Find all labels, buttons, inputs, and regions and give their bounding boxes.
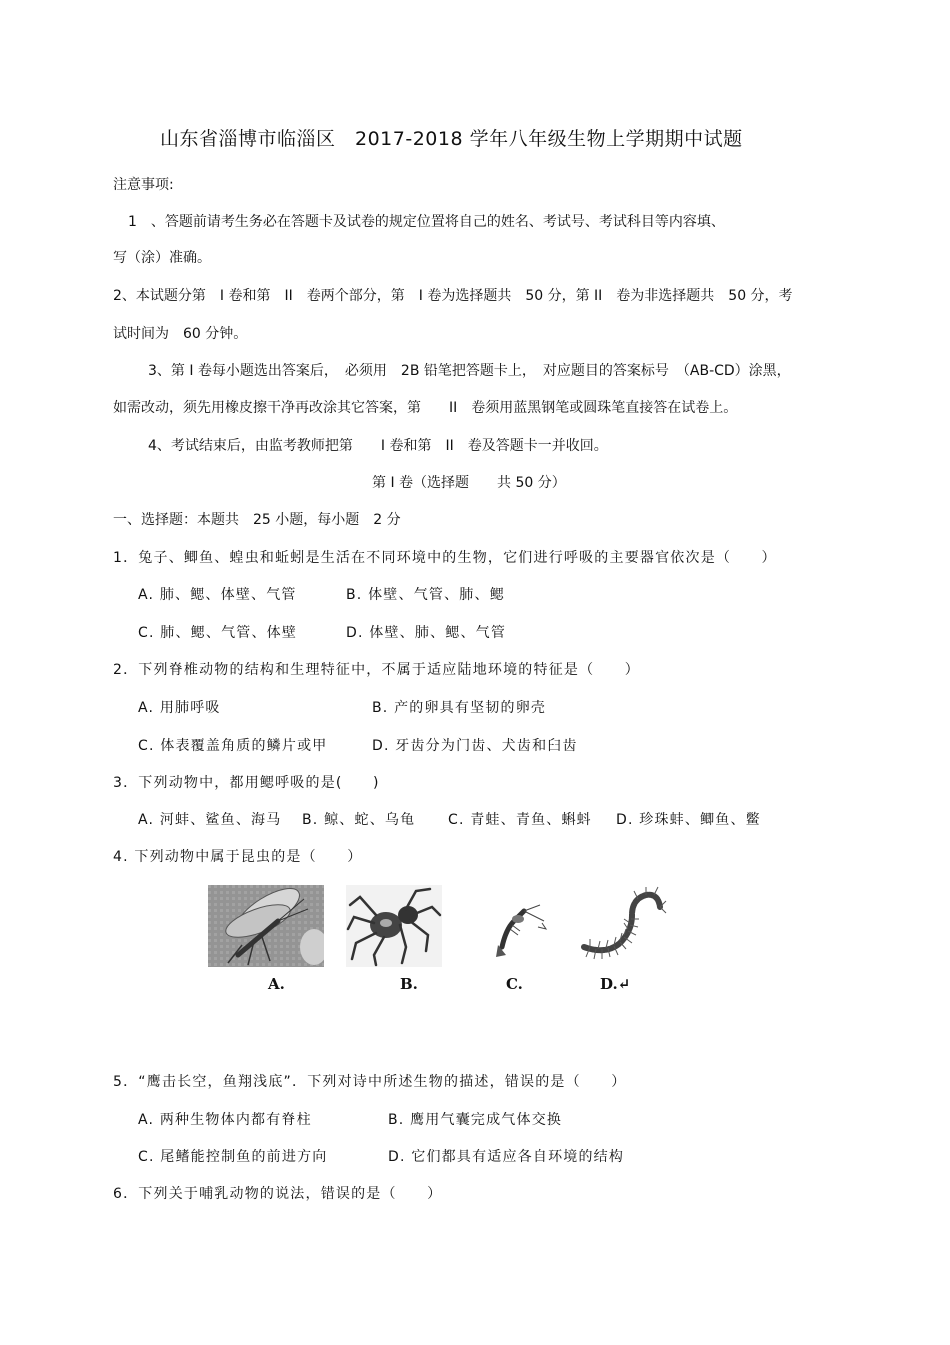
notice-item-2: 2、本试题分第 I 卷和第 II 卷两个部分，第 I 卷为选择题共 50 分，第 II 卷为非选择题共 50 分，考 bbox=[113, 288, 793, 304]
notice-item-1: 1 、答题前请考生务必在答题卡及试卷的规定位置将自己的姓名、考试号、考试科目等内容填、 bbox=[128, 214, 725, 230]
question-5-option-b: B. 鹰用气囊完成气体交换 bbox=[388, 1112, 563, 1128]
section-heading: 第 I 卷（选择题 共 50 分） bbox=[372, 475, 566, 491]
spider-figure-b bbox=[346, 885, 442, 967]
figure-label-b: B. bbox=[400, 975, 418, 993]
notice-item-3: 3、第 I 卷每小题选出答案后， 必须用 2B 铅笔把答题卡上， 对应题目的答案标号 （AB-CD）涂黑， bbox=[148, 363, 791, 379]
question-5-option-c: C. 尾鳍能控制鱼的前进方向 bbox=[138, 1149, 328, 1165]
figure-label-c: C. bbox=[506, 975, 523, 993]
question-1-stem: 1．兔子、鲫鱼、蝗虫和蚯蚓是生活在不同环境中的生物，它们进行呼吸的主要器官依次是（ ） bbox=[113, 550, 777, 566]
notice-item-2-cont: 试时间为 60 分钟。 bbox=[113, 326, 248, 342]
question-4-figures bbox=[208, 885, 668, 995]
notice-item-3-cont: 如需改动，须先用橡皮擦干净再改涂其它答案，第 II 卷须用蓝黑钢笔或圆珠笔直接答在试卷上。 bbox=[113, 400, 738, 416]
question-2-stem: 2．下列脊椎动物的结构和生理特征中，不属于适应陆地环境的特征是（ ） bbox=[113, 662, 640, 678]
question-2-option-b: B. 产的卵具有坚韧的卵壳 bbox=[372, 700, 547, 716]
page-title: 山东省淄博市临淄区 2017-2018 学年八年级生物上学期期中试题 bbox=[160, 128, 743, 150]
notice-item-1-cont: 写（涂）准确。 bbox=[113, 250, 211, 266]
question-5-option-a: A. 两种生物体内都有脊柱 bbox=[138, 1112, 312, 1128]
question-3-stem: 3．下列动物中，都用鳃呼吸的是( ) bbox=[113, 775, 380, 791]
question-3-option-b: B. 鲸、蛇、乌龟 bbox=[302, 812, 416, 828]
question-4-stem: 4. 下列动物中属于昆虫的是（ ） bbox=[113, 849, 363, 865]
question-1-option-d: D. 体壁、肺、鳃、气管 bbox=[346, 625, 507, 641]
section-instruction: 一、选择题：本题共 25 小题，每小题 2 分 bbox=[113, 512, 401, 528]
question-5-stem: 5．“鹰击长空，鱼翔浅底”．下列对诗中所述生物的描述，错误的是（ ） bbox=[113, 1074, 627, 1090]
question-5-option-d: D. 它们都具有适应各自环境的结构 bbox=[388, 1149, 625, 1165]
question-6-stem: 6．下列关于哺乳动物的说法，错误的是（ ） bbox=[113, 1186, 443, 1202]
question-1-option-a: A. 肺、鳃、体壁、气管 bbox=[138, 587, 297, 603]
question-3-option-c: C. 青蛙、青鱼、蝌蚪 bbox=[448, 812, 592, 828]
question-1-option-c: C. 肺、鳃、气管、体壁 bbox=[138, 625, 298, 641]
shrimp-figure-c bbox=[488, 885, 548, 967]
notice-item-4: 4、考试结束后，由监考教师把第 I 卷和第 II 卷及答题卡一并收回。 bbox=[148, 438, 608, 454]
question-2-option-d: D. 牙齿分为门齿、犬齿和臼齿 bbox=[372, 738, 578, 754]
insect-figure-a bbox=[208, 885, 324, 967]
notice-heading: 注意事项: bbox=[113, 177, 174, 193]
figure-label-d: D.↵ bbox=[600, 975, 631, 993]
question-1-option-b: B. 体壁、气管、肺、鳃 bbox=[346, 587, 505, 603]
centipede-figure-d bbox=[576, 885, 668, 967]
question-3-option-d: D. 珍珠蚌、鲫鱼、鳖 bbox=[616, 812, 761, 828]
question-2-option-a: A. 用肺呼吸 bbox=[138, 700, 221, 716]
question-2-option-c: C. 体表覆盖角质的鳞片或甲 bbox=[138, 738, 328, 754]
figure-label-a: A. bbox=[268, 975, 285, 993]
question-3-option-a: A. 河蚌、鲨鱼、海马 bbox=[138, 812, 282, 828]
